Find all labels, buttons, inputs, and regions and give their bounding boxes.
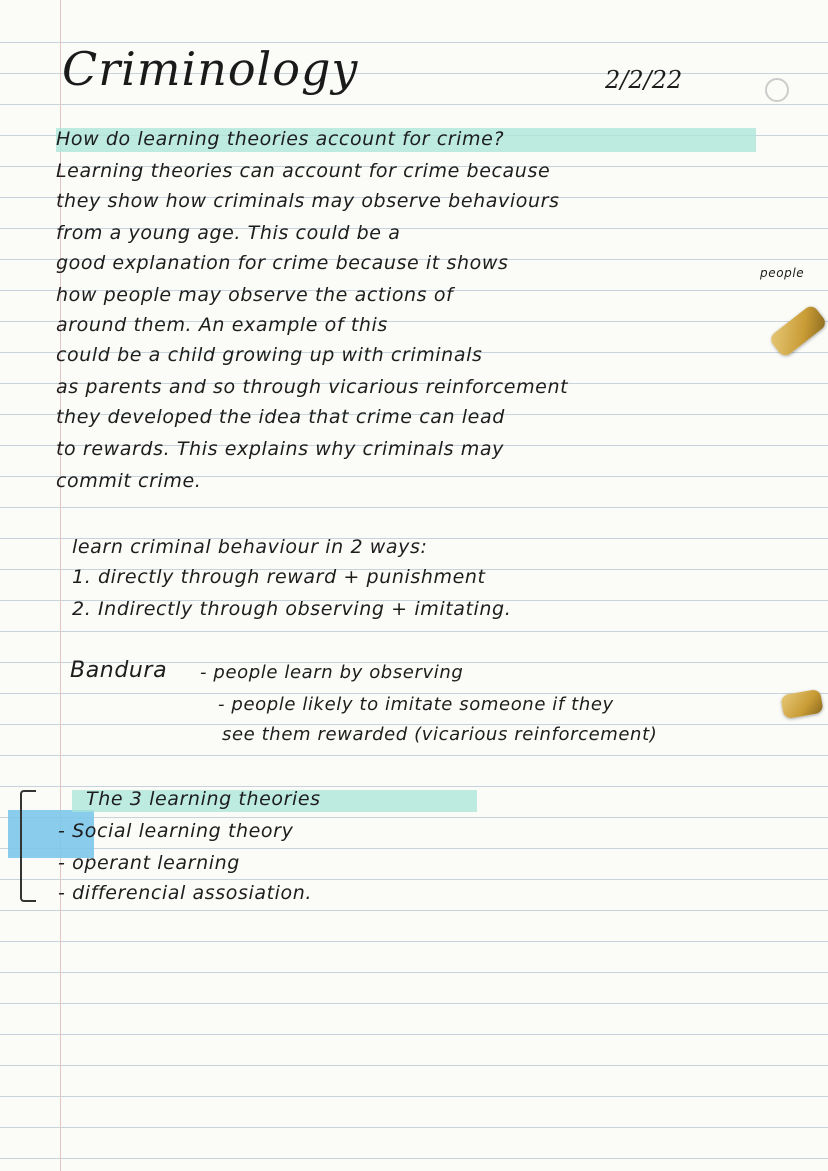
list-bracket	[20, 790, 36, 902]
ways-item: 2. Indirectly through observing + imitating.	[72, 598, 512, 620]
ways-item: 1. directly through reward + punishment	[72, 566, 486, 588]
paragraph-line: could be a child growing up with criminals	[56, 344, 483, 366]
paragraph-line: commit crime.	[56, 470, 202, 492]
paragraph-line: good explanation for crime because it shows	[56, 252, 509, 274]
theory-item: - differencial assosiation.	[58, 882, 313, 904]
paragraph-line: how people may observe the actions of	[56, 284, 454, 306]
bandura-line: - people learn by observing	[200, 662, 464, 683]
binder-clip	[768, 304, 828, 359]
binder-clip	[780, 689, 824, 720]
paragraph-line: to rewards. This explains why criminals may	[56, 438, 504, 460]
bandura-line: see them rewarded (vicarious reinforcement)	[222, 724, 658, 745]
ways-heading: learn criminal behaviour in 2 ways:	[72, 536, 428, 558]
paragraph-line: as parents and so through vicarious reinforcement	[56, 376, 569, 398]
theory-item: - operant learning	[58, 852, 240, 874]
date: 2/2/22	[605, 66, 683, 94]
insert-word: people	[760, 266, 805, 280]
page-title: Criminology	[62, 42, 359, 96]
paragraph-line: Learning theories can account for crime because	[56, 160, 551, 182]
bandura-line: - people likely to imitate someone if they	[218, 694, 614, 715]
paragraph-line: they show how criminals may observe behaviours	[56, 190, 560, 212]
paragraph-line: from a young age. This could be a	[56, 222, 401, 244]
paragraph-line: they developed the idea that crime can lead	[56, 406, 505, 428]
theory-item: - Social learning theory	[58, 820, 294, 842]
paragraph-line: around them. An example of this	[56, 314, 388, 336]
binder-ring-hole	[765, 78, 789, 102]
bandura-name: Bandura	[70, 658, 168, 683]
theories-heading: The 3 learning theories	[86, 788, 321, 810]
question-heading: How do learning theories account for crime?	[56, 128, 505, 150]
